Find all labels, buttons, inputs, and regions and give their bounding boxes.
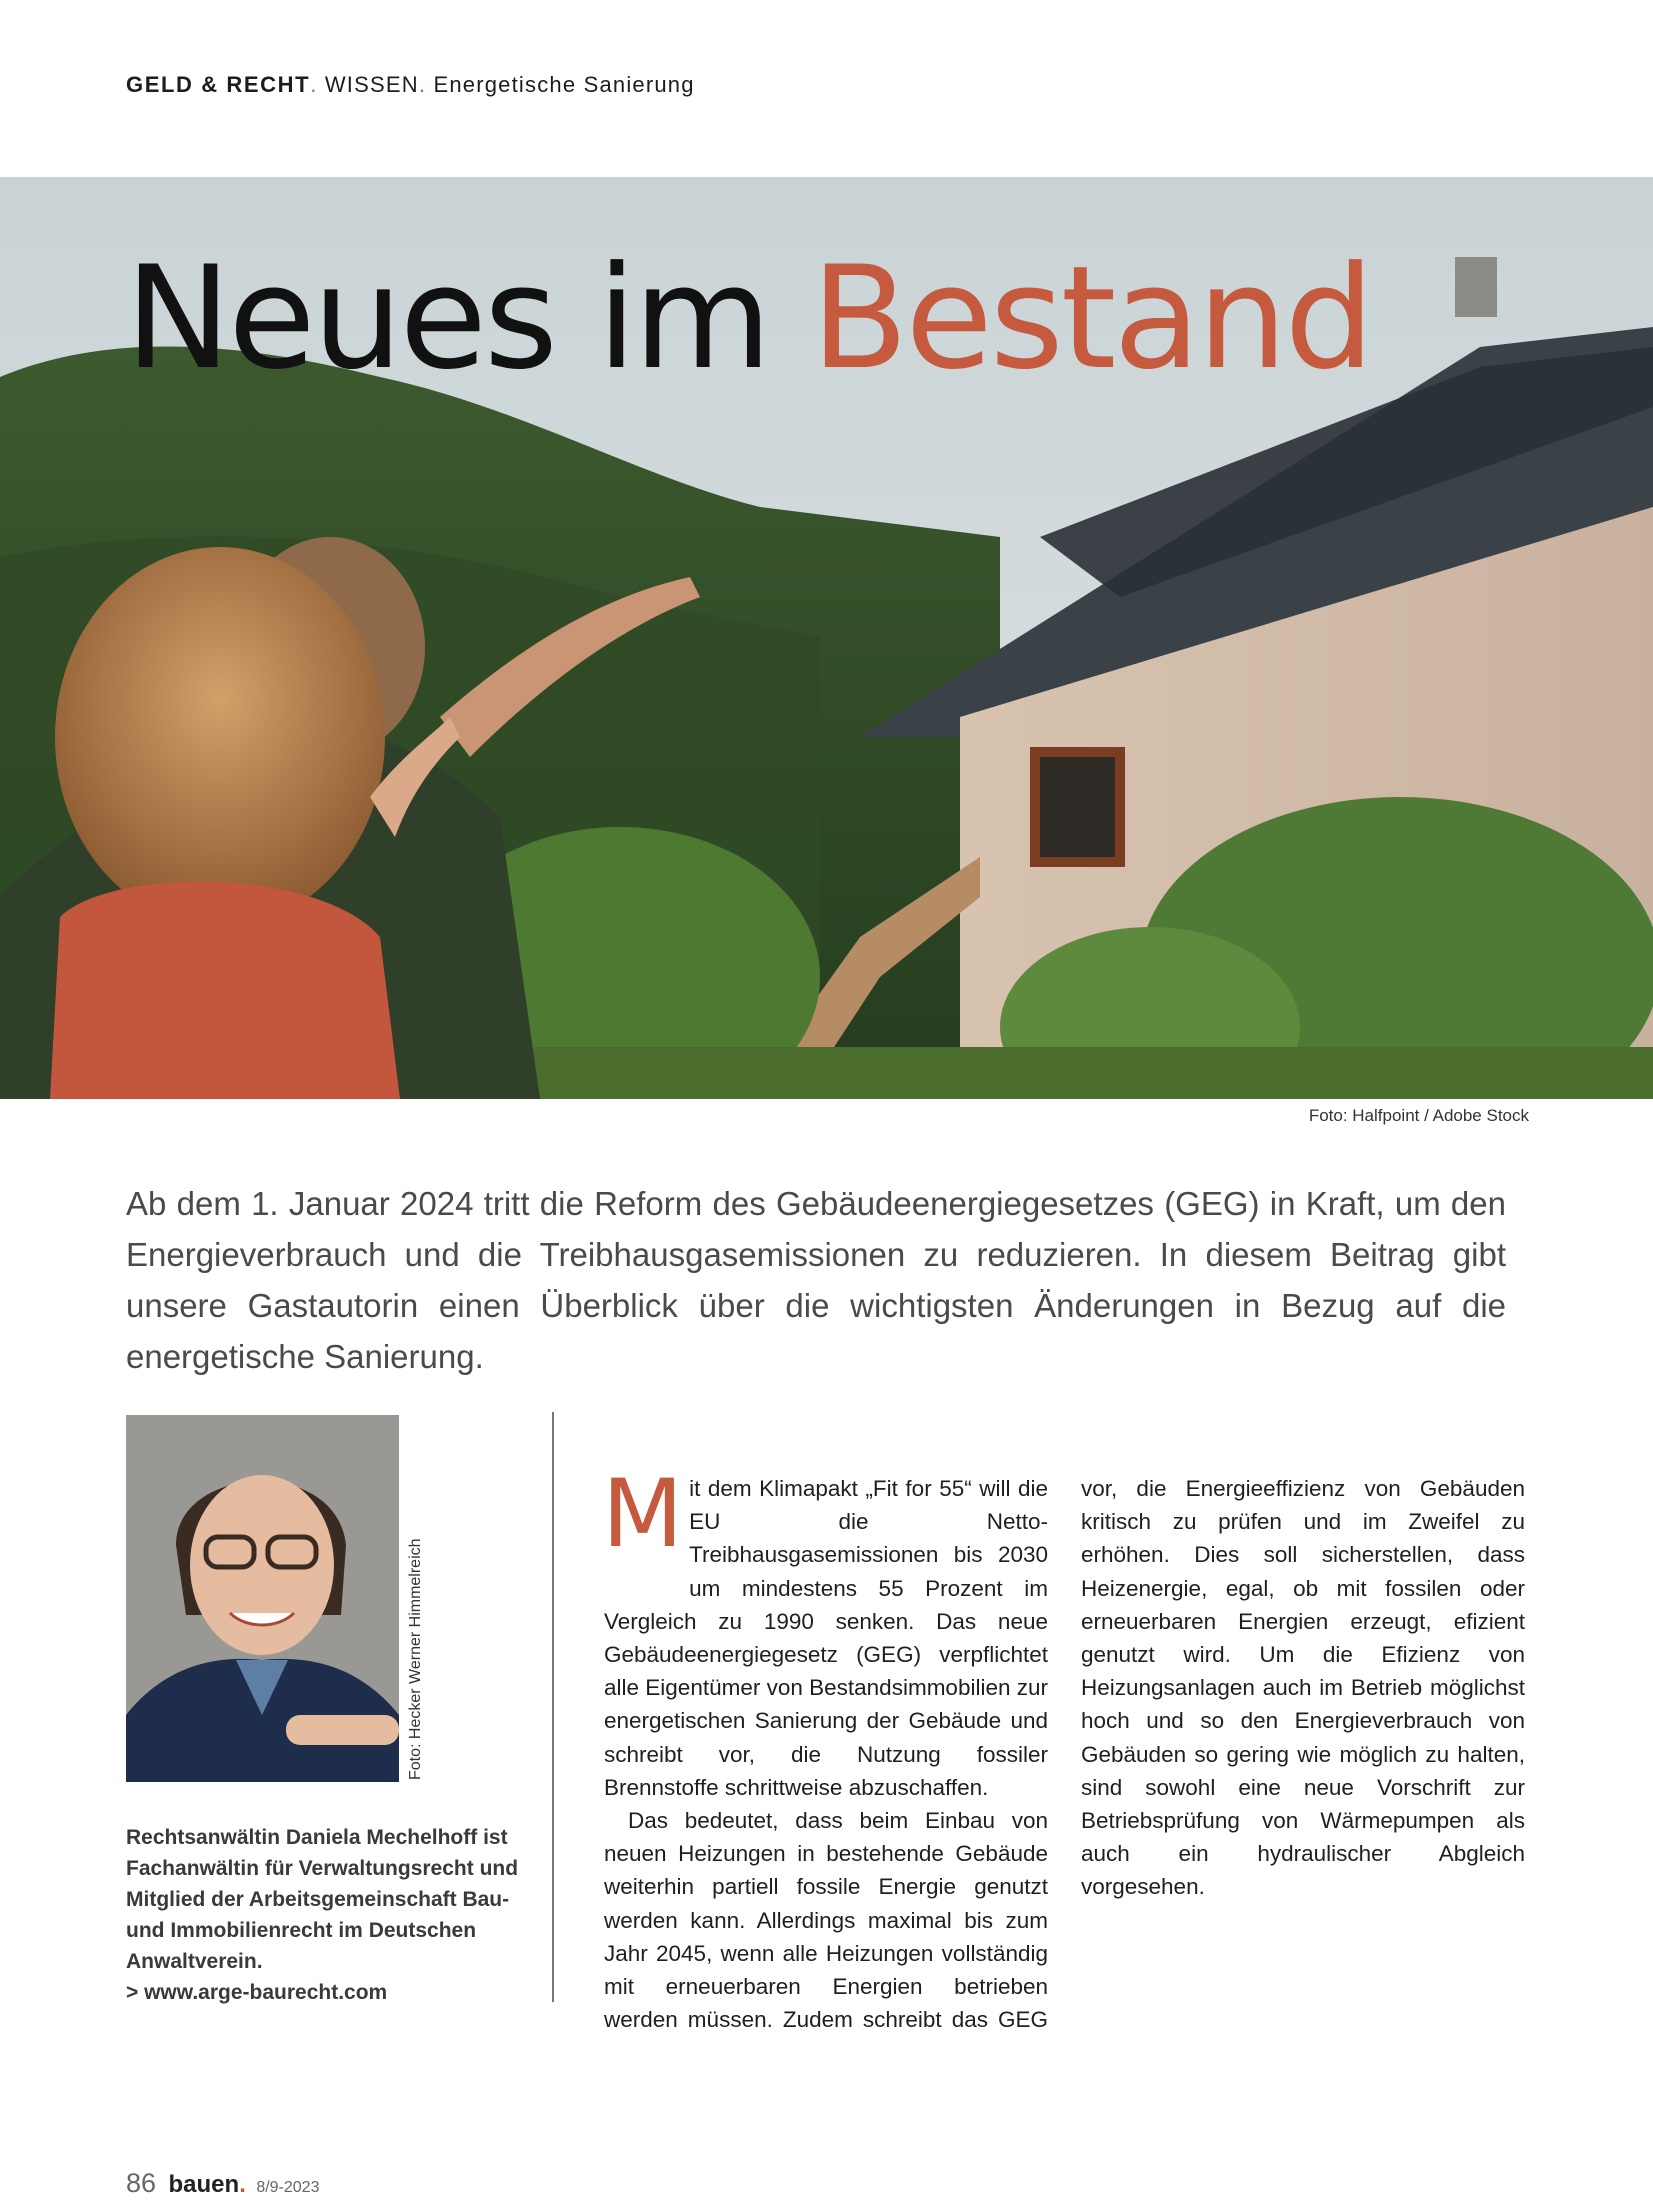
body-paragraph-1-text: it dem Klimapakt „Fit for 55“ will die EU die Netto-Treibhausgasemissionen bis 2030 um mindestens 55 Prozent im Vergleich zu 1990 senken. Das neue Gebäudeenergiegesetz (GEG) verpflichtet alle Eigentümer von Bestandsimmobilien zur energetischen Sanierung der Gebäude und schreibt vor, die Nutzung fossiler Brennstoffe schrittweise abzuschaffen. (604, 1476, 1048, 1800)
author-bio-text: Rechtsanwältin Daniela Mechelhoff ist Fachanwältin für Verwaltungsrecht und Mitglied der Arbeitsgemeinschaft Bau- und Immobilienrecht im Deutschen Anwaltverein. (126, 1826, 519, 1973)
breadcrumb-section: GELD & RECHT (126, 72, 311, 97)
magazine-name: bauen. (168, 2171, 246, 2198)
portrait-photo-credit: Foto: Hecker Werner Himmelreich (407, 1538, 424, 1780)
author-link[interactable]: > www.arge-baurecht.com (126, 1981, 388, 2004)
page-footer (126, 2168, 319, 2199)
breadcrumb: GELD & RECHT. WISSEN. Energetische Sanierung (126, 72, 695, 97)
body-paragraph-1 (602, 1460, 1048, 1804)
lead-paragraph: Ab dem 1. Januar 2024 tritt die Reform des Gebäudeenergiegesetzes (GEG) in Kraft, um den Energieverbrauch und die Treibhausgasemissionen zu reduzieren. In diesem Beitrag gibt unsere Gastautorin einen Überblick über die wichtigsten Änderungen in Bezug auf die energetische Sanierung. (126, 1185, 1506, 1375)
body-column-1 (602, 1460, 1525, 2062)
page-number: 86 (126, 2168, 157, 2198)
headline (125, 236, 1372, 401)
headline-part-2: Bestand (810, 236, 1372, 401)
drop-cap: M (602, 1460, 684, 1569)
column-divider (552, 1412, 554, 2002)
body-paragraph-2: Das bedeutet, dass beim Einbau von neuen Heizungen in bestehende Gebäude weiterhin partiell fossile Energie genutzt werden kann. Allerdings maximal bis zum Jahr 2045, wenn alle Heizungen vollständig mit erneuerbaren Energien betrieben werden müssen. Zudem schreibt das GEG vor, die Energieeffizienz von Gebäuden kritisch zu prüfen und im Zweifel zu erhöhen. Dies soll sicherstellen, dass Heizenergie, egal, ob mit fossilen oder erneuerbaren Energien erzeugt, efizient genutzt wird. Um die Efizienz von Heizungsanlagen auch im Betrieb möglichst hoch und so den Energieverbrauch von Gebäuden so gering wie möglich zu halten, sind sowohl eine neue Vorschrift zur Betriebsprüfung von Wärmepumpen als auch ein hydraulischer Abgleich vorgesehen. (604, 1476, 1525, 2033)
author-bio (126, 1822, 521, 2008)
headline-part-1: Neues im (125, 236, 769, 401)
hero-photo-credit: Foto: Halfpoint / Adobe Stock (1308, 1106, 1529, 1125)
portrait-illustration (126, 1415, 399, 1782)
author-portrait (126, 1415, 399, 1782)
breadcrumb-sub: WISSEN (324, 72, 419, 97)
issue-number: 8/9-2023 (256, 2179, 320, 2196)
breadcrumb-topic: Energetische Sanierung (433, 72, 695, 97)
